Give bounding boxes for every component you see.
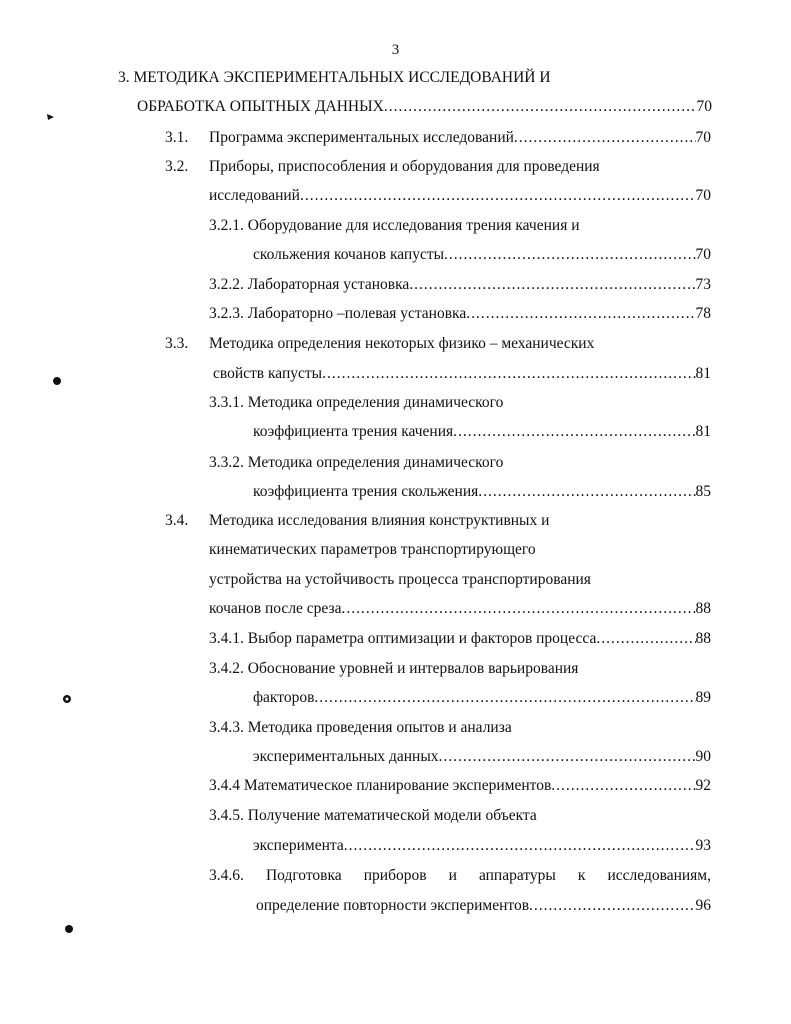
page-ref: 78: [695, 305, 711, 322]
toc-entry-3-4-6: [256, 896, 711, 916]
entry-title-line2: коэффициента трения качения: [253, 423, 454, 440]
dot-leader: [529, 896, 695, 916]
page-ref: 85: [695, 483, 711, 500]
page-ref: 88: [695, 630, 711, 647]
entry-title-line2: эксперимента: [253, 837, 344, 854]
entry-title-line2: коэффициента трения скольжения: [253, 483, 479, 500]
toc-entry-3-3: [213, 364, 711, 384]
page-ref: 70: [695, 187, 711, 204]
binder-hole-mark: [52, 376, 62, 386]
entry-title-line2: скольжения кочанов капусты: [253, 246, 445, 263]
page-ref: 92: [695, 777, 711, 794]
dot-leader: [344, 836, 696, 856]
toc-entry-chapter3: [137, 97, 712, 117]
toc-entry-3-4-1: [209, 629, 711, 649]
toc-entry-3-3-2: [253, 482, 711, 502]
dot-leader: [314, 688, 695, 708]
toc-entry-3-2-3: [209, 304, 711, 324]
dot-leader: [596, 629, 695, 649]
dot-leader: [466, 304, 695, 324]
page-ref: 90: [695, 748, 711, 765]
page-ref: 70: [696, 98, 712, 115]
toc-entry-3-2: [209, 186, 711, 206]
toc-entry-3-1: [209, 128, 711, 148]
page-ref: 73: [695, 276, 711, 293]
section-number: 3.3.: [165, 335, 189, 352]
dot-leader: [322, 364, 695, 384]
entry-title-line2: определение повторности экспериментов: [256, 897, 530, 914]
toc-entry-3-4-5: [253, 836, 711, 856]
entry-title-line1: 3.4.2. Обоснование уровней и интервалов варьирования: [209, 660, 579, 677]
dot-leader: [514, 128, 696, 148]
entry-title: 3.4.1. Выбор параметра оптимизации и факторов процесса: [209, 630, 597, 647]
entry-title-line1: 3.4.5. Получение математической модели объекта: [209, 807, 537, 824]
dot-leader: [384, 97, 697, 117]
entry-title: 3.2.3. Лабораторно –полевая установка: [209, 305, 467, 322]
chapter-title-line2: ОБРАБОТКА ОПЫТНЫХ ДАННЫХ: [137, 98, 384, 115]
dot-leader: [478, 482, 695, 502]
page-ref: 88: [695, 600, 711, 617]
entry-title-line1: 3.4.3. Методика проведения опытов и анализа: [209, 719, 512, 736]
entry-title-line1: 3.3.2. Методика определения динамического: [209, 454, 504, 471]
page-ref: 70: [695, 129, 711, 146]
toc-entry-3-2-2: [209, 275, 711, 295]
entry-title-line1: 3.3.1. Методика определения динамического: [209, 394, 504, 411]
entry-title: Программа экспериментальных исследований: [209, 129, 514, 146]
entry-title-line1: 3.2.1. Оборудование для исследования трения качения и: [209, 217, 580, 234]
entry-title-line1: Методика исследования влияния конструктивных и: [209, 512, 550, 529]
binder-hole-mark: [46, 112, 56, 122]
binder-hole-mark: [64, 924, 74, 934]
page-ref: 93: [695, 837, 711, 854]
entry-title-line2: кинематических параметров транспортирующего: [209, 541, 536, 558]
dot-leader: [342, 599, 696, 619]
chapter-title-line1: 3. МЕТОДИКА ЭКСПЕРИМЕНТАЛЬНЫХ ИССЛЕДОВАНИЙ И: [118, 69, 551, 86]
entry-title-line2: исследований: [209, 187, 300, 204]
toc-entry-3-4-4: [209, 776, 711, 796]
toc-entry-3-4: [209, 599, 711, 619]
entry-title-line1: Методика определения некоторых физико – механических: [209, 335, 595, 352]
entry-title: 3.2.2. Лабораторная установка: [209, 276, 410, 293]
section-number: 3.4.: [165, 512, 189, 529]
entry-title-line1: 3.4.6. Подготовка приборов и аппаратуры к исследованиям,: [209, 867, 711, 884]
dot-leader: [453, 422, 695, 442]
toc-entry-3-4-3: [253, 747, 711, 767]
page-ref: 89: [695, 689, 711, 706]
entry-title-line3: устройства на устойчивость процесса транспортирования: [209, 571, 591, 588]
entry-title-line2: экспериментальных данных: [253, 748, 439, 765]
section-number: 3.2.: [165, 158, 189, 175]
entry-title-line2: свойств капусты: [213, 365, 323, 382]
dot-leader: [551, 776, 695, 796]
toc-entry-3-4-2: [253, 688, 711, 708]
entry-title-line4: кочанов после среза: [209, 600, 342, 617]
section-number: 3.1.: [165, 129, 189, 146]
toc-entry-3-2-1: [253, 245, 711, 265]
entry-title-line2: факторов: [253, 689, 315, 706]
page-ref: 70: [695, 246, 711, 263]
binder-hole-mark: [62, 694, 72, 704]
page-number: 3: [391, 42, 400, 58]
dot-leader: [444, 245, 695, 265]
page-ref: 81: [695, 365, 711, 382]
dot-leader: [300, 186, 696, 206]
dot-leader: [409, 275, 695, 295]
entry-title-line1: Приборы, приспособления и оборудования для проведения: [209, 158, 600, 175]
toc-entry-3-3-1: [253, 422, 711, 442]
page-ref: 81: [695, 423, 711, 440]
dot-leader: [439, 747, 696, 767]
page-ref: 96: [695, 897, 711, 914]
entry-title: 3.4.4 Математическое планирование экспериментов: [209, 777, 552, 794]
